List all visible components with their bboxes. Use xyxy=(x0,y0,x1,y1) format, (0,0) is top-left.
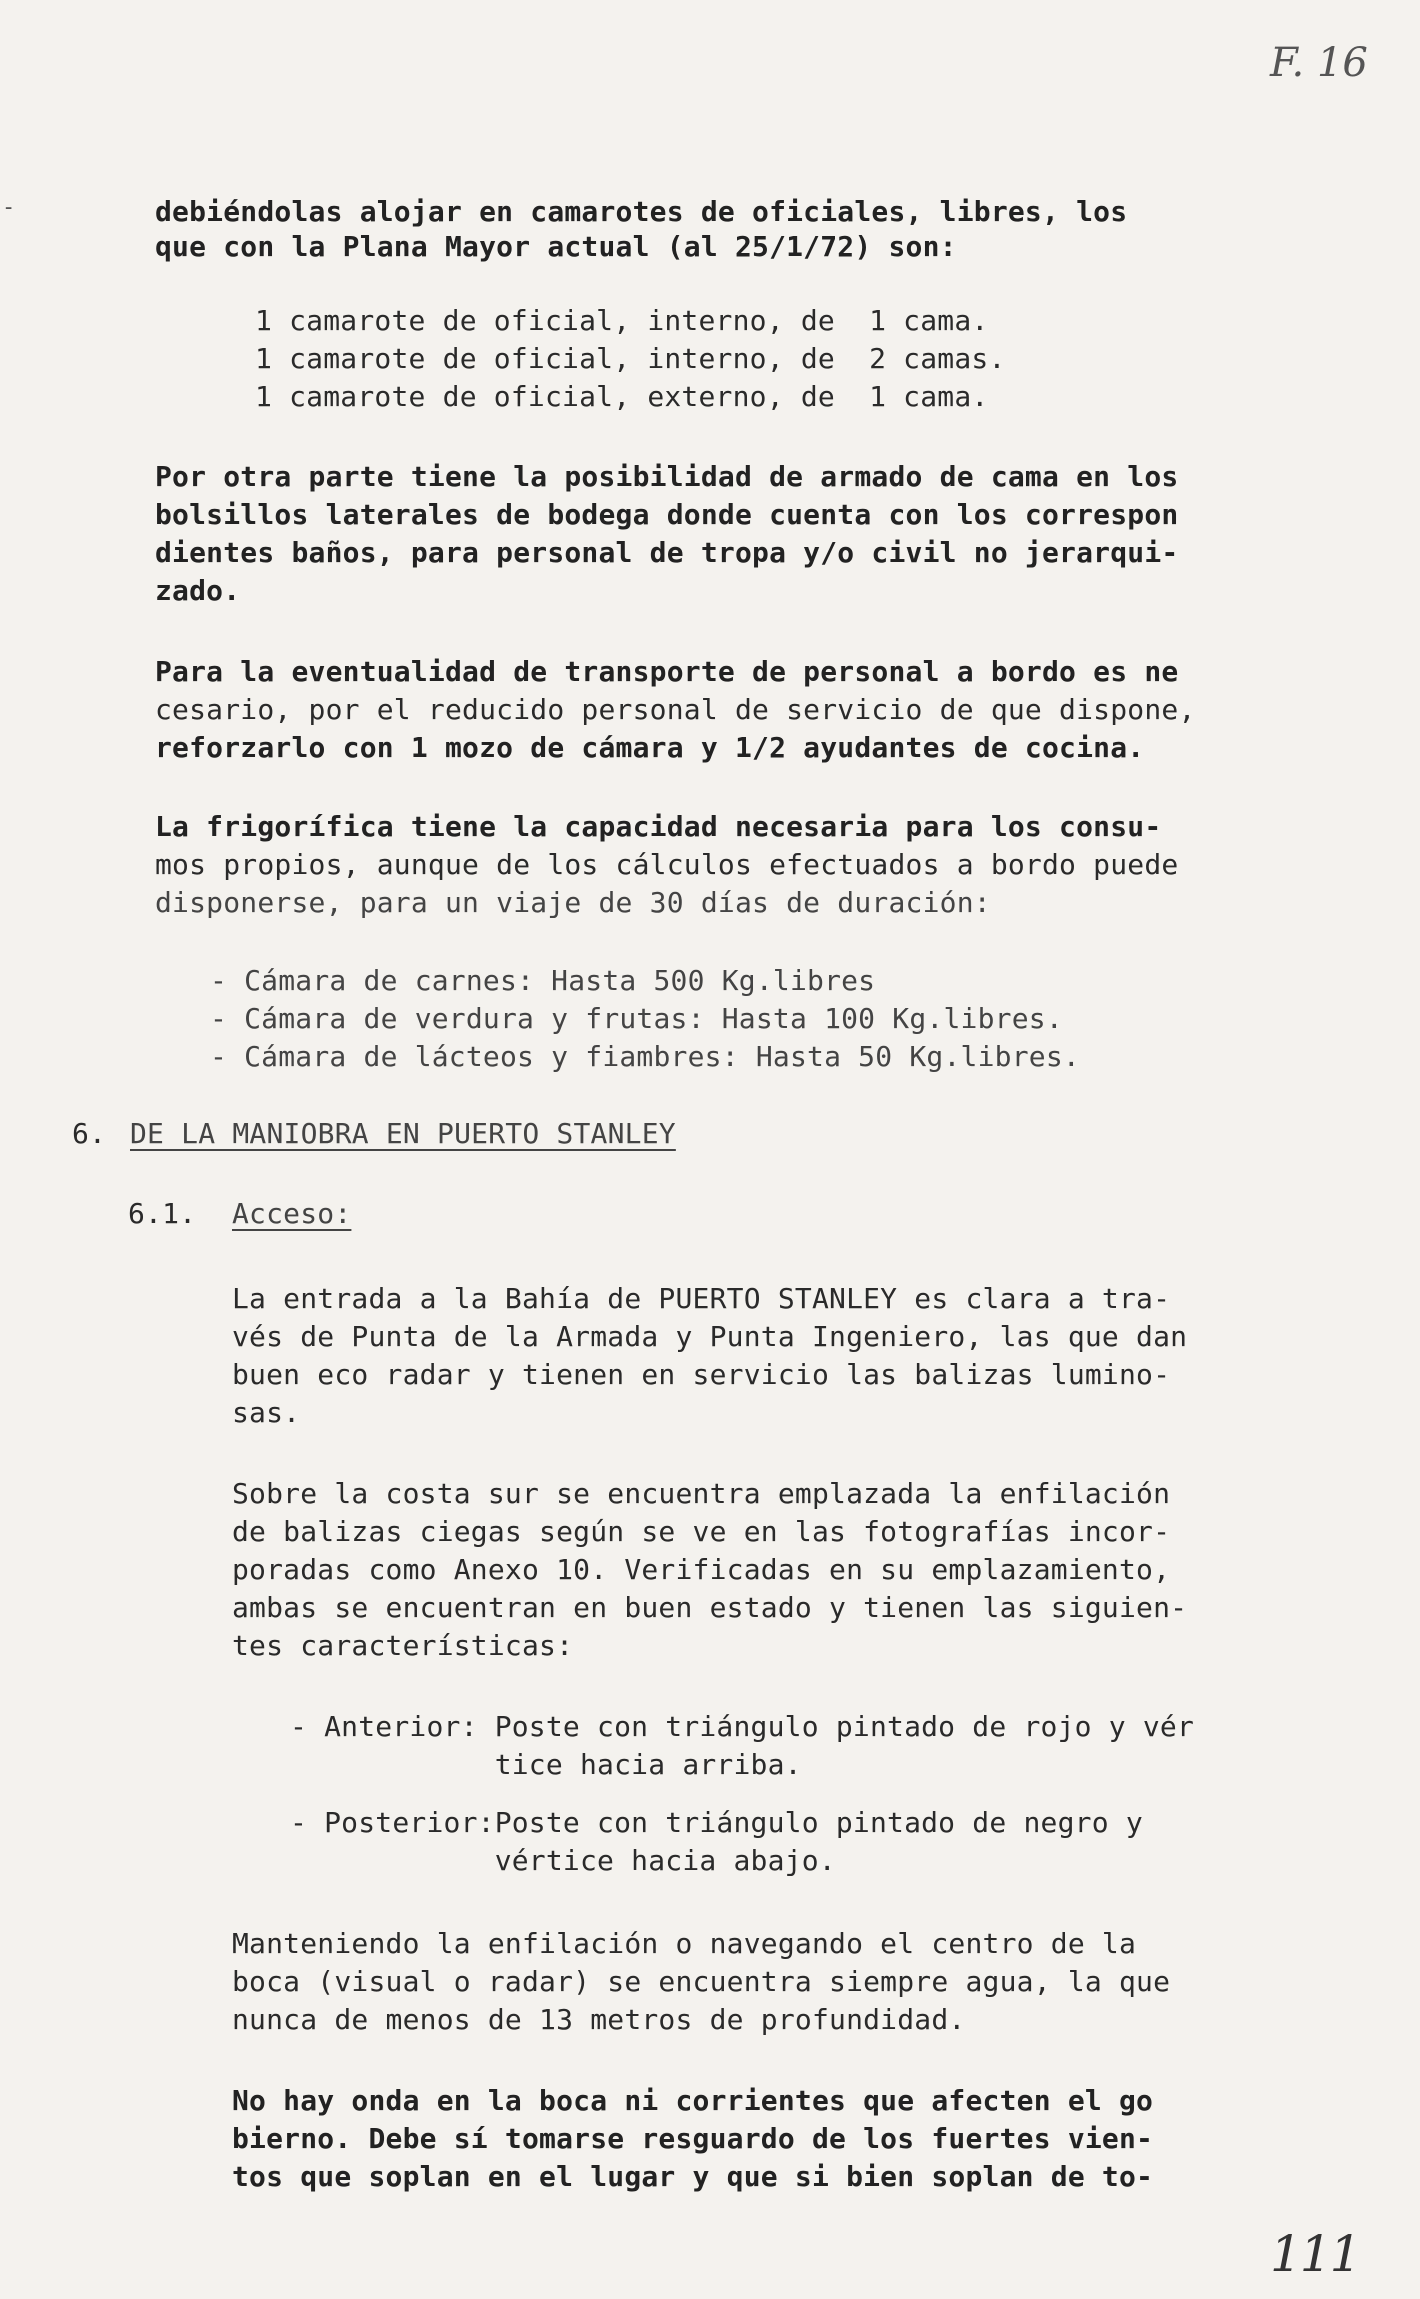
paragraph-2-line-2: bolsillos laterales de bodega donde cuenta con los correspon xyxy=(155,498,1179,531)
margin-mark: - xyxy=(2,195,16,220)
paragraph-5-line-2: vés de Punta de la Armada y Punta Ingeniero, las que dan xyxy=(232,1320,1188,1353)
paragraph-7-line-3: nunca de menos de 13 metros de profundidad. xyxy=(232,2003,966,2036)
paragraph-3-line-3: reforzarlo con 1 mozo de cámara y 1/2 ayudantes de cocina. xyxy=(155,731,1145,764)
paragraph-5-line-3: buen eco radar y tienen en servicio las balizas lumino- xyxy=(232,1358,1171,1391)
section-title: DE LA MANIOBRA EN PUERTO STANLEY xyxy=(130,1117,676,1150)
paragraph-6-line-5: tes características: xyxy=(232,1629,574,1662)
paragraph-6-line-3: poradas como Anexo 10. Verificadas en su emplazamiento, xyxy=(232,1553,1171,1586)
paragraph-6-line-1: Sobre la costa sur se encuentra emplazada la enfilación xyxy=(232,1477,1171,1510)
paragraph-2-line-3: dientes baños, para personal de tropa y/o civil no jerarqui- xyxy=(155,536,1179,569)
cabin-line-2: 1 camarote de oficial, interno, de 2 camas. xyxy=(255,342,1006,375)
paragraph-5-line-1: La entrada a la Bahía de PUERTO STANLEY es clara a tra- xyxy=(232,1282,1171,1315)
paragraph-4-line-1: La frigorífica tiene la capacidad necesaria para los consu- xyxy=(155,810,1162,843)
storage-line-3: - Cámara de lácteos y fiambres: Hasta 50 Kg.libres. xyxy=(210,1040,1080,1073)
paragraph-7-line-2: boca (visual o radar) se encuentra siempre agua, la que xyxy=(232,1965,1171,1998)
marker-line-3: - Posterior:Poste con triángulo pintado de negro y xyxy=(290,1806,1143,1839)
bottom-page-mark: 111 xyxy=(1270,2225,1360,2283)
storage-line-2: - Cámara de verdura y frutas: Hasta 100 Kg.libres. xyxy=(210,1002,1063,1035)
marker-line-4: vértice hacia abajo. xyxy=(290,1844,836,1877)
paragraph-6-line-4: ambas se encuentran en buen estado y tienen las siguien- xyxy=(232,1591,1188,1624)
paragraph-8-line-3: tos que soplan en el lugar y que si bien soplan de to- xyxy=(232,2160,1154,2193)
cabin-line-3: 1 camarote de oficial, externo, de 1 cama. xyxy=(255,380,989,413)
folio-number: F. 16 xyxy=(1270,40,1368,86)
marker-line-2: tice hacia arriba. xyxy=(290,1748,802,1781)
paragraph-7-line-1: Manteniendo la enfilación o navegando el centro de la xyxy=(232,1927,1137,1960)
paragraph-3-line-2: cesario, por el reducido personal de servicio de que dispone, xyxy=(155,693,1196,726)
paragraph-1-line-2: que con la Plana Mayor actual (al 25/1/72) son: xyxy=(155,230,957,263)
cabin-line-1: 1 camarote de oficial, interno, de 1 cama. xyxy=(255,304,989,337)
paragraph-1-line-1: debiéndolas alojar en camarotes de oficiales, libres, los xyxy=(155,195,1128,228)
subsection-number: 6.1. xyxy=(128,1197,197,1230)
subsection-title: Acceso: xyxy=(232,1197,352,1230)
paragraph-4-line-2: mos propios, aunque de los cálculos efectuados a bordo puede xyxy=(155,848,1179,881)
section-number: 6. xyxy=(72,1117,107,1150)
paragraph-2-line-1: Por otra parte tiene la posibilidad de armado de cama en los xyxy=(155,460,1179,493)
paragraph-2-line-4: zado. xyxy=(155,574,241,607)
paragraph-8-line-2: bierno. Debe sí tomarse resguardo de los fuertes vien- xyxy=(232,2122,1154,2155)
paragraph-5-line-4: sas. xyxy=(232,1396,301,1429)
marker-line-1: - Anterior: Poste con triángulo pintado de rojo y vér xyxy=(290,1710,1195,1743)
storage-line-1: - Cámara de carnes: Hasta 500 Kg.libres xyxy=(210,964,876,997)
paragraph-6-line-2: de balizas ciegas según se ve en las fotografías incor- xyxy=(232,1515,1171,1548)
paragraph-8-line-1: No hay onda en la boca ni corrientes que afecten el go xyxy=(232,2084,1154,2117)
paragraph-3-line-1: Para la eventualidad de transporte de personal a bordo es ne xyxy=(155,655,1179,688)
paragraph-4-line-3: disponerse, para un viaje de 30 días de duración: xyxy=(155,886,991,919)
